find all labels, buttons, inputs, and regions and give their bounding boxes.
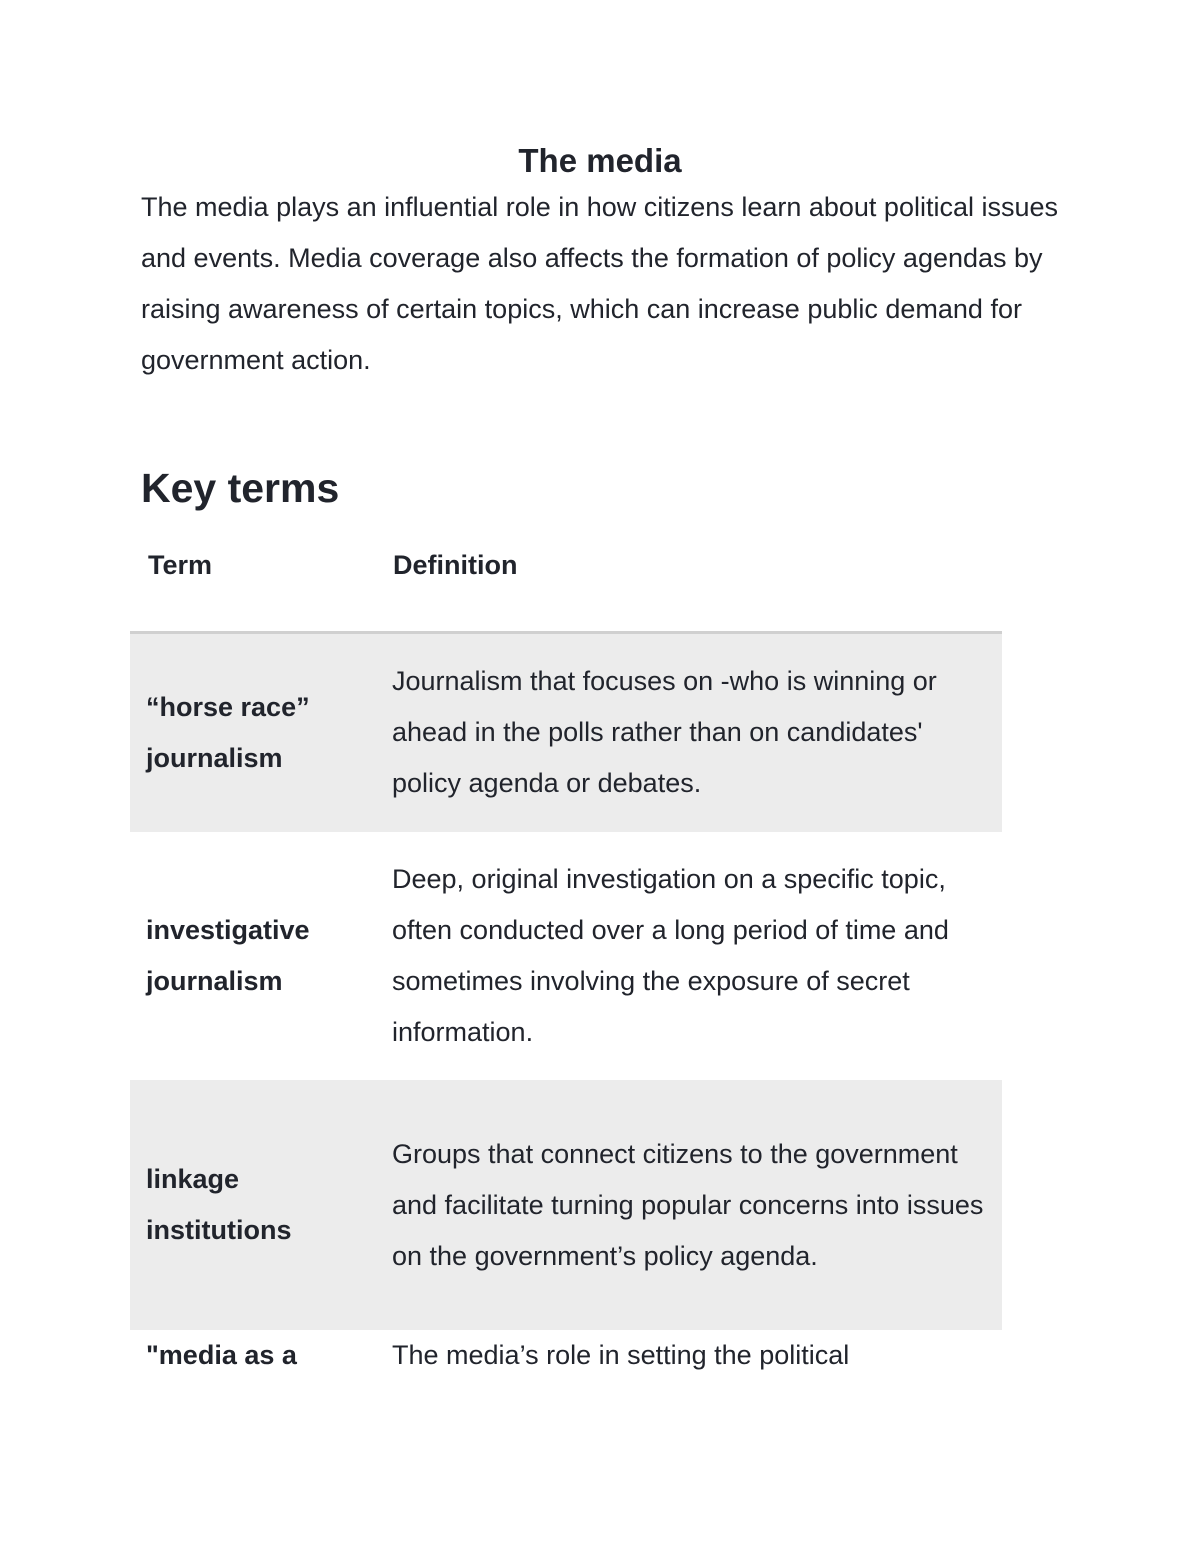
- key-terms-heading: Key terms: [141, 465, 340, 511]
- intro-paragraph: The media plays an influential role in how citizens learn about political issues and events. Media coverage also affects the formation of policy agendas by raising awareness of certain topics, which can increase public demand for government action.: [141, 192, 1058, 375]
- term-column-header: Term: [130, 535, 376, 632]
- term-cell: "media as a: [146, 1340, 297, 1370]
- table-row: [130, 1080, 1002, 1330]
- definition-cell: Groups that connect citizens to the government and facilitate turning popular concerns into issues on the government’s policy agenda.: [376, 1080, 1002, 1330]
- definition-cell: The media’s role in setting the political: [392, 1340, 850, 1370]
- term-cell: linkage institutions: [130, 1080, 376, 1330]
- table-header-row: [130, 535, 1002, 632]
- definition-column-header: Definition: [376, 535, 1002, 632]
- term-cell: “horse race” journalism: [130, 632, 376, 832]
- table-row: [130, 832, 1002, 1080]
- definition-cell: Journalism that focuses on -who is winning or ahead in the polls rather than on candidates' policy agenda or debates.: [376, 632, 1002, 832]
- table-row: [130, 1330, 1002, 1382]
- table-row: [130, 632, 1002, 832]
- page-title: The media: [518, 142, 682, 179]
- key-terms-table: [130, 535, 1002, 1382]
- term-cell: investigative journalism: [146, 915, 310, 996]
- definition-cell: Deep, original investigation on a specific topic, often conducted over a long period of time and sometimes involving the exposure of secret information.: [392, 864, 949, 1047]
